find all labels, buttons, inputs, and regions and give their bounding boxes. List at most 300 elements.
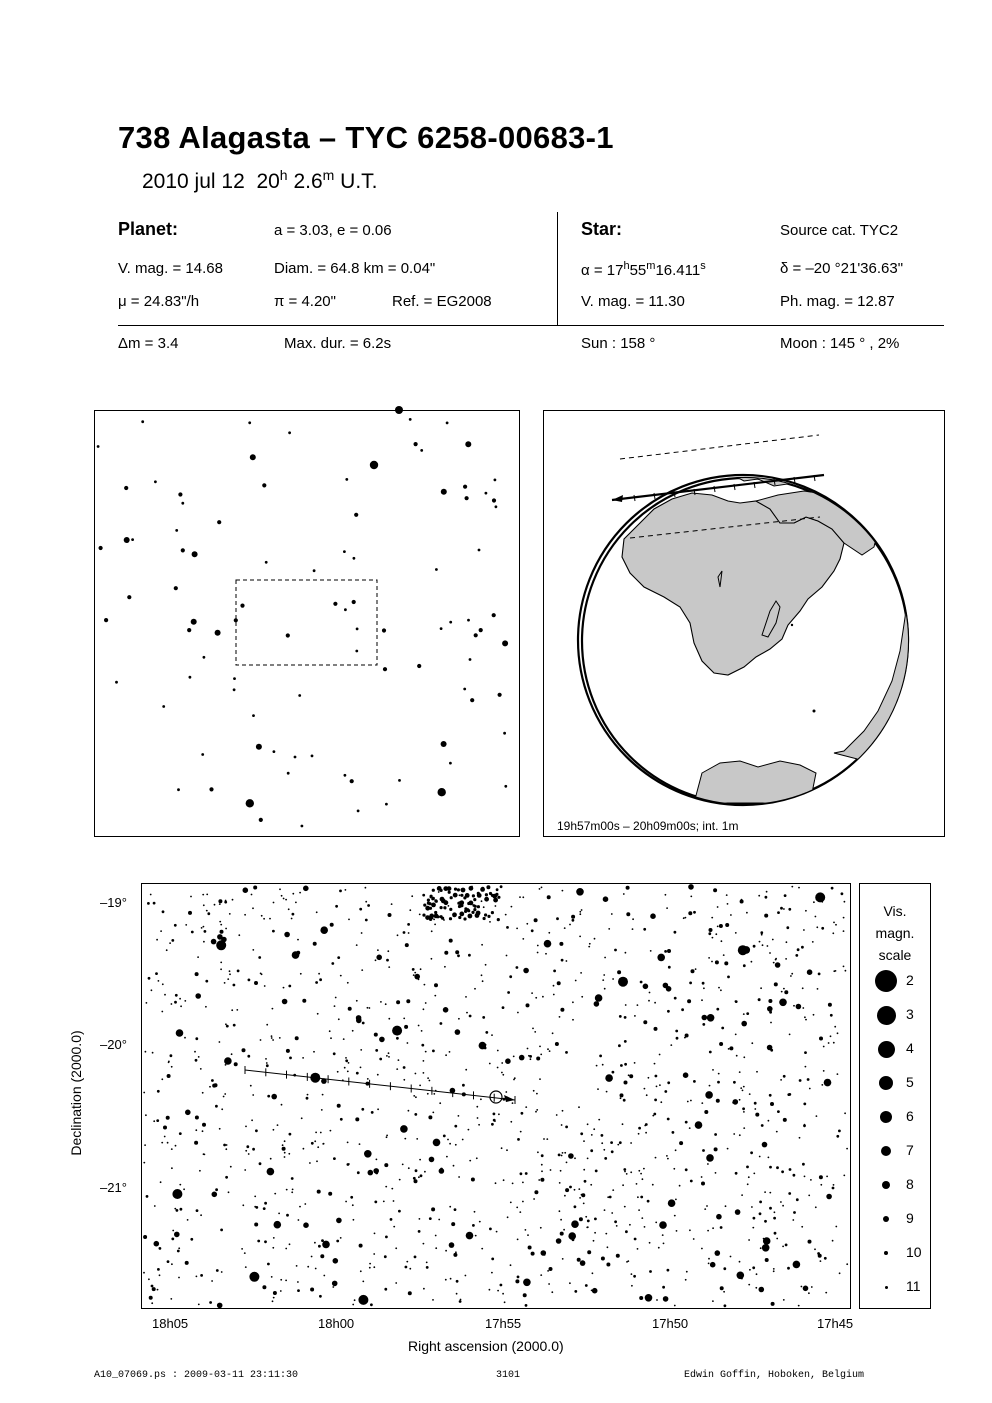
legend-title <box>860 900 930 966</box>
chart-star <box>304 1203 306 1205</box>
chart-star <box>252 1148 255 1151</box>
chart-star <box>655 1222 657 1224</box>
chart-star <box>539 888 541 890</box>
chart-star <box>578 1188 580 1190</box>
chart-star <box>457 954 460 957</box>
chart-star <box>844 1112 846 1114</box>
chart-star <box>748 1176 750 1178</box>
chart-star <box>768 1120 770 1122</box>
finder-star <box>248 421 251 424</box>
chart-star <box>229 973 231 975</box>
finder-star <box>492 498 496 502</box>
chart-star <box>675 1030 678 1033</box>
chart-star <box>803 1103 806 1106</box>
chart-star <box>783 988 785 990</box>
chart-star <box>179 1184 181 1186</box>
chart-star <box>774 982 778 986</box>
chart-star <box>714 1147 718 1151</box>
chart-star <box>414 1113 417 1116</box>
chart-star <box>595 1170 598 1173</box>
chart-star <box>785 958 787 960</box>
chart-star <box>271 1037 273 1039</box>
chart-star <box>501 1072 503 1074</box>
chart-star <box>211 1280 213 1282</box>
chart-star <box>475 913 480 918</box>
chart-star <box>482 1016 485 1019</box>
chart-star <box>309 1162 311 1164</box>
chart-star <box>497 1290 499 1292</box>
chart-star <box>614 949 617 952</box>
chart-star <box>585 1216 587 1218</box>
chart-star <box>637 1248 639 1250</box>
chart-star <box>233 1024 236 1027</box>
chart-star <box>203 941 205 943</box>
chart-star <box>634 1238 637 1241</box>
chart-star <box>689 1127 691 1129</box>
chart-star <box>774 1211 776 1213</box>
chart-star <box>789 1168 792 1171</box>
finder-star <box>440 627 443 630</box>
legend-magnitude-dot <box>882 1181 890 1189</box>
chart-star <box>347 982 349 984</box>
chart-star <box>289 1133 292 1136</box>
chart-star <box>376 955 382 961</box>
chart-star <box>434 983 438 987</box>
event-minute: 2.6 <box>293 170 323 193</box>
chart-star <box>530 1058 532 1060</box>
chart-star <box>477 905 480 908</box>
event-hour: 20 <box>256 170 280 193</box>
chart-star <box>397 934 399 936</box>
chart-star <box>439 1102 441 1104</box>
chart-star <box>413 1177 416 1180</box>
chart-star <box>562 890 564 892</box>
chart-star <box>443 919 445 921</box>
chart-star <box>317 1190 321 1194</box>
chart-star <box>833 970 835 972</box>
star-vmag: V. mag. = 11.30 <box>581 293 685 310</box>
chart-star <box>369 1007 371 1009</box>
chart-star <box>493 1119 496 1122</box>
chart-star <box>742 1107 745 1110</box>
chart-star <box>520 1172 523 1175</box>
finder-star <box>115 681 118 684</box>
finder-star <box>233 677 236 680</box>
chart-star <box>360 1270 362 1272</box>
finder-star <box>301 825 304 828</box>
legend-magnitude-dot <box>884 1251 888 1255</box>
chart-star <box>743 964 746 967</box>
chart-star <box>780 1079 782 1081</box>
chart-star <box>737 1272 745 1280</box>
chart-star <box>695 1121 703 1129</box>
chart-star <box>650 950 652 952</box>
chart-star <box>603 1149 605 1151</box>
chart-star <box>418 1230 421 1233</box>
chart-star <box>286 1189 288 1191</box>
chart-star <box>164 1136 166 1138</box>
finder-star <box>209 787 213 791</box>
chart-star <box>393 1200 395 1202</box>
chart-star <box>591 1134 593 1136</box>
chart-star <box>174 1208 176 1210</box>
chart-star <box>551 1291 553 1293</box>
chart-star <box>526 923 528 925</box>
chart-star <box>587 1158 589 1160</box>
finder-star <box>201 753 204 756</box>
chart-star <box>625 952 627 954</box>
chart-star <box>649 1242 651 1244</box>
chart-star <box>157 1268 160 1271</box>
chart-star <box>447 1139 449 1141</box>
chart-star <box>155 972 158 975</box>
chart-star <box>232 899 234 901</box>
chart-star <box>765 896 768 899</box>
chart-star <box>764 914 768 918</box>
legend-magnitude-label: 10 <box>906 1244 922 1260</box>
chart-star <box>303 886 309 892</box>
chart-star <box>804 1051 807 1054</box>
chart-star <box>753 1173 755 1175</box>
chart-star <box>340 975 342 977</box>
chart-star <box>569 1186 572 1189</box>
finder-star <box>470 698 474 702</box>
finder-star <box>385 803 388 806</box>
chart-star <box>510 1264 512 1266</box>
chart-star <box>689 982 692 985</box>
chart-star <box>493 1113 496 1116</box>
chart-star <box>823 1046 825 1048</box>
chart-star <box>153 1120 155 1122</box>
finder-star <box>286 633 290 637</box>
chart-star <box>556 1114 558 1116</box>
chart-star <box>832 1240 834 1242</box>
chart-star <box>624 1016 627 1019</box>
chart-star <box>163 1126 167 1130</box>
chart-star <box>818 1254 822 1258</box>
event-ut: U.T. <box>340 170 378 193</box>
chart-star <box>804 1016 806 1018</box>
chart-star <box>550 1169 552 1171</box>
chart-star <box>759 1201 762 1204</box>
chart-star <box>469 1015 472 1018</box>
chart-star <box>302 999 306 1003</box>
chart-star <box>491 1034 493 1036</box>
chart-star <box>274 1193 276 1195</box>
chart-star <box>736 1055 738 1057</box>
chart-star <box>497 1050 499 1052</box>
chart-star <box>203 904 205 906</box>
chart-star <box>760 931 763 934</box>
finder-star <box>417 664 421 668</box>
page-title: 738 Alagasta – TYC 6258-00683-1 <box>118 120 614 155</box>
chart-star <box>188 911 192 915</box>
chart-star <box>433 1139 441 1147</box>
chart-star <box>374 1233 376 1235</box>
finder-star <box>382 628 386 632</box>
chart-star <box>252 949 254 951</box>
chart-star <box>505 1091 507 1093</box>
chart-star <box>540 1054 542 1056</box>
chart-star <box>720 989 722 991</box>
chart-star <box>409 1268 411 1270</box>
chart-star <box>718 1073 720 1075</box>
chart-star <box>298 1219 300 1221</box>
chart-star <box>143 1092 145 1094</box>
chart-star <box>271 1094 277 1100</box>
chart-star <box>206 910 208 912</box>
chart-star <box>291 1177 294 1180</box>
chart-star <box>335 997 337 999</box>
chart-star <box>462 1084 465 1087</box>
y-tick-label: –21° <box>100 1180 127 1195</box>
chart-star <box>386 1135 388 1137</box>
chart-star <box>279 1037 281 1039</box>
chart-star <box>468 954 471 957</box>
chart-star <box>799 1079 802 1082</box>
chart-star <box>753 945 756 948</box>
chart-star <box>603 896 609 902</box>
chart-star <box>315 1268 317 1270</box>
chart-star <box>282 1144 284 1146</box>
chart-star <box>230 1166 232 1168</box>
chart-star <box>541 1170 543 1172</box>
chart-star <box>172 1230 174 1232</box>
chart-star <box>472 894 475 897</box>
chart-star <box>668 1199 676 1207</box>
chart-star <box>705 1091 713 1099</box>
chart-star <box>225 1023 227 1025</box>
y-axis-label: Declination (2000.0) <box>68 1030 84 1156</box>
chart-star <box>320 1254 324 1258</box>
chart-star <box>466 1232 474 1240</box>
chart-star <box>584 1180 587 1183</box>
chart-star <box>588 946 590 948</box>
chart-star <box>156 939 158 941</box>
chart-star <box>425 1051 427 1053</box>
chart-star <box>553 994 555 996</box>
chart-star <box>528 1246 532 1250</box>
chart-star <box>414 974 420 980</box>
chart-star <box>777 1110 780 1113</box>
finder-star <box>191 619 197 625</box>
chart-star <box>247 1055 250 1058</box>
chart-star <box>604 988 606 990</box>
chart-star <box>636 1183 638 1185</box>
chart-star <box>560 1008 564 1012</box>
chart-star <box>602 979 604 981</box>
chart-star <box>319 1295 322 1298</box>
chart-star <box>432 1112 434 1114</box>
chart-star <box>764 1191 766 1193</box>
chart-star <box>179 998 181 1000</box>
chart-star <box>775 962 781 968</box>
chart-star <box>423 1243 425 1245</box>
chart-star <box>599 1055 602 1058</box>
chart-star <box>217 1303 223 1308</box>
chart-star <box>226 1025 229 1028</box>
chart-star <box>793 1211 796 1214</box>
chart-star <box>756 1071 758 1073</box>
finder-star <box>502 640 508 646</box>
chart-star <box>561 959 564 962</box>
chart-star <box>541 1154 544 1157</box>
legend-title-line: magn. <box>875 925 915 941</box>
chart-star <box>164 994 166 996</box>
chart-star <box>430 897 432 899</box>
chart-star <box>415 1073 417 1075</box>
chart-star <box>423 904 426 907</box>
finder-star <box>350 779 354 783</box>
chart-star <box>522 896 524 898</box>
chart-star <box>709 1085 711 1087</box>
chart-star <box>259 1162 262 1165</box>
chart-star <box>504 1301 506 1303</box>
chart-star <box>630 1142 632 1144</box>
chart-star <box>458 1018 460 1020</box>
chart-star <box>257 1240 260 1243</box>
chart-star <box>782 1205 784 1207</box>
chart-star <box>655 1157 657 1159</box>
chart-star <box>804 1176 806 1178</box>
chart-star <box>407 923 410 926</box>
chart-star <box>384 1255 387 1258</box>
chart-star <box>631 1273 633 1275</box>
chart-star <box>608 928 610 930</box>
chart-star <box>204 930 207 933</box>
chart-star <box>688 884 694 890</box>
chart-star <box>195 972 199 976</box>
chart-star <box>569 1282 571 1284</box>
finder-star <box>463 485 467 489</box>
chart-star <box>395 1282 397 1284</box>
chart-star <box>780 907 783 910</box>
chart-star <box>454 1208 457 1211</box>
chart-star <box>388 966 390 968</box>
chart-star <box>156 1119 159 1122</box>
chart-star <box>689 1229 691 1231</box>
chart-star <box>489 1289 491 1291</box>
chart-star <box>223 1096 225 1098</box>
chart-star <box>716 1214 722 1220</box>
chart-star <box>824 1257 827 1260</box>
chart-star <box>522 1201 524 1203</box>
chart-star <box>205 1006 207 1008</box>
chart-star <box>743 946 751 954</box>
chart-star <box>241 1248 243 1250</box>
chart-star <box>690 896 692 898</box>
chart-star <box>572 1001 574 1003</box>
chart-star <box>438 1219 440 1221</box>
chart-star <box>624 1171 626 1173</box>
chart-star <box>685 1168 688 1171</box>
chart-star <box>481 887 484 890</box>
chart-star <box>626 912 630 916</box>
chart-star <box>645 1123 648 1126</box>
chart-star <box>426 916 429 919</box>
legend-title-line: scale <box>878 947 912 963</box>
planet-vmag: V. mag. = 14.68 <box>118 260 223 277</box>
finder-star <box>298 694 301 697</box>
chart-star <box>466 1012 468 1014</box>
chart-star <box>547 1048 549 1050</box>
star-delta: δ = –20 °21'36.63" <box>780 260 904 277</box>
chart-star <box>768 1157 770 1159</box>
chart-star <box>815 916 817 918</box>
chart-star <box>415 1096 417 1098</box>
chart-star <box>158 980 160 982</box>
chart-star <box>270 1158 272 1160</box>
chart-star <box>611 1077 613 1079</box>
chart-star <box>510 1202 512 1204</box>
chart-star <box>687 999 691 1003</box>
chart-star <box>693 1080 696 1083</box>
chart-star <box>601 1257 605 1261</box>
chart-star <box>474 1211 476 1213</box>
chart-star <box>143 1272 145 1274</box>
chart-star <box>361 932 363 934</box>
chart-star <box>273 1291 277 1295</box>
finder-star <box>215 630 221 636</box>
chart-star <box>388 913 392 917</box>
chart-star <box>643 984 649 990</box>
chart-star <box>683 1072 689 1078</box>
chart-star <box>739 1261 741 1263</box>
chart-star <box>403 1079 405 1081</box>
chart-star <box>396 1000 400 1004</box>
chart-star <box>536 1093 538 1095</box>
chart-star <box>581 996 583 998</box>
chart-star <box>667 949 671 953</box>
chart-star <box>329 1030 331 1032</box>
chart-star <box>194 1141 198 1145</box>
star-chart <box>142 884 850 1308</box>
chart-star <box>756 1273 758 1275</box>
chart-star <box>473 908 476 911</box>
chart-star <box>724 1304 727 1307</box>
chart-star <box>772 939 774 941</box>
chart-star <box>356 1015 362 1021</box>
chart-star <box>572 1019 574 1021</box>
chart-star <box>362 1022 365 1025</box>
chart-star <box>333 1258 339 1264</box>
chart-star <box>681 1008 684 1011</box>
x-axis-label: Right ascension (2000.0) <box>408 1338 564 1354</box>
finder-star <box>355 650 358 653</box>
legend-magnitude-dot <box>885 1286 888 1289</box>
chart-star <box>321 1109 323 1111</box>
chart-star <box>440 889 443 892</box>
chart-star <box>832 932 834 934</box>
chart-star <box>688 911 692 915</box>
chart-star <box>619 1141 622 1144</box>
chart-star <box>779 999 787 1007</box>
chart-star <box>820 1184 822 1186</box>
legend-magnitude-dot <box>880 1111 892 1123</box>
chart-star <box>719 924 723 928</box>
chart-star <box>387 950 389 952</box>
chart-star <box>761 1124 764 1127</box>
chart-star <box>739 1099 741 1101</box>
chart-star <box>413 1095 415 1097</box>
chart-star <box>740 900 744 904</box>
chart-star <box>254 1196 256 1198</box>
chart-star <box>580 972 582 974</box>
chart-star <box>307 1266 309 1268</box>
chart-star <box>318 973 320 975</box>
chart-star <box>633 1275 636 1278</box>
globe-time-caption: 19h57m00s – 20h09m00s; int. 1m <box>557 819 739 833</box>
